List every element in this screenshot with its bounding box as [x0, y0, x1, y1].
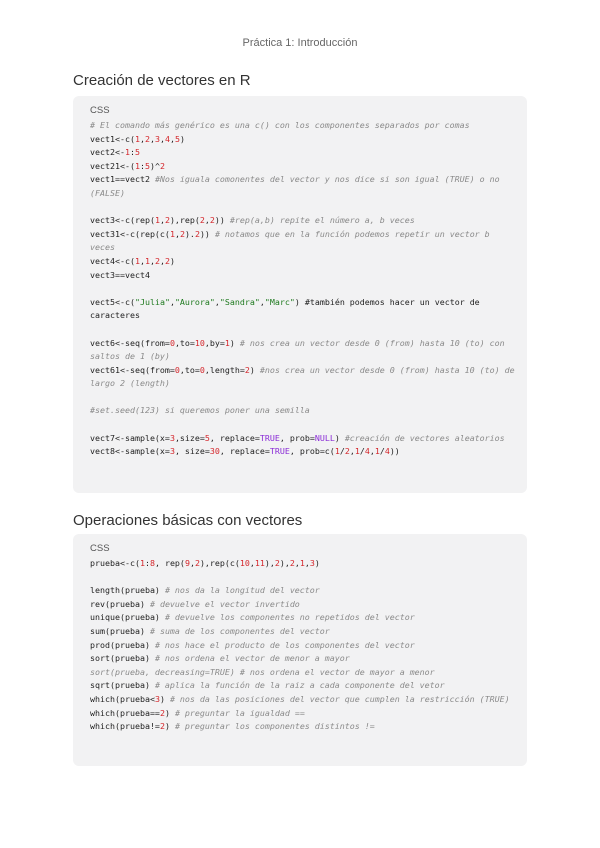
section-title-creacion-vectores: Creación de vectores en R — [73, 72, 251, 89]
code-token: ) — [164, 721, 175, 732]
code-token: vect4<-c( — [90, 255, 135, 266]
code-line — [90, 228, 515, 255]
code-token: which(prueba== — [90, 707, 160, 718]
code-token: 3 — [169, 446, 175, 457]
code-token: 2 — [194, 228, 200, 239]
code-token: 1 — [224, 337, 230, 348]
code-line — [90, 214, 515, 228]
code-line — [90, 557, 515, 571]
code-block-creacion-vectores[interactable] — [73, 96, 527, 493]
code-language-label: CSS — [90, 543, 110, 554]
code-token: # El comando más genérico es una c() con los componentes separados por comas — [90, 120, 470, 130]
code-token: vect1<-c( — [90, 133, 135, 144]
code-token: ) — [169, 255, 175, 266]
code-token: , — [204, 215, 210, 226]
code-token: 1 — [144, 255, 150, 266]
code-token: ,length= — [204, 364, 245, 375]
code-token: # preguntar los componentes distintos != — [174, 721, 375, 732]
code-token: 2 — [154, 255, 160, 266]
code-token: 10 — [194, 337, 205, 348]
code-token: # nos da las posiciones del vector que cumplen la restricción (TRUE) — [169, 693, 510, 704]
code-token: ) — [159, 693, 170, 704]
code-token: TRUE — [269, 446, 290, 457]
code-token: 2 — [209, 215, 215, 226]
code-token: ,to= — [174, 337, 195, 348]
code-token: 1 — [134, 160, 140, 171]
code-token: sqrt(prueba) — [90, 680, 155, 691]
code-line — [90, 133, 515, 147]
code-line — [90, 666, 515, 680]
code-line — [90, 445, 515, 459]
code-token: )) — [199, 228, 215, 239]
code-token: , — [369, 446, 375, 457]
code-token: ) #también podemos hacer un vector de caracteres — [90, 296, 485, 321]
code-token: # notamos que en la función podemos repetir un vector b veces — [90, 228, 495, 253]
code-token: 5 — [174, 133, 180, 144]
code-token: vect61<-seq(from= — [90, 364, 175, 375]
code-token: , — [304, 558, 310, 568]
code-token: 3 — [154, 133, 160, 144]
code-line — [90, 337, 515, 364]
code-token: , — [169, 133, 175, 144]
code-token: 1 — [169, 228, 175, 239]
code-line — [90, 598, 515, 612]
code-line — [90, 707, 515, 721]
code-token: ) — [229, 337, 240, 348]
code-line — [90, 679, 515, 693]
code-token: , — [169, 296, 175, 307]
code-line — [90, 639, 515, 653]
code-line — [90, 432, 515, 446]
code-token: "Aurora" — [174, 296, 215, 307]
code-token: "Sandra" — [219, 296, 260, 307]
code-token: 4 — [364, 446, 370, 457]
code-token: 30 — [209, 446, 220, 457]
code-token: # nos hace el producto de los componentes del vector — [154, 639, 415, 650]
code-token: 3 — [309, 558, 315, 568]
code-token: 2 — [199, 215, 205, 226]
code-line — [90, 146, 515, 160]
code-token: "Julia" — [134, 296, 170, 307]
code-token: 2 — [164, 255, 170, 266]
code-token: 2 — [159, 160, 165, 171]
code-line — [90, 364, 520, 391]
code-token: ,to= — [179, 364, 200, 375]
code-token: 1 — [124, 147, 130, 158]
code-token: , — [159, 255, 165, 266]
code-token: 2 — [244, 364, 250, 375]
code-token: 0 — [199, 364, 205, 375]
code-token: 2 — [144, 133, 150, 144]
code-token: "Marc" — [264, 296, 295, 307]
code-token: / — [339, 446, 345, 457]
section-title-operaciones-basicas: Operaciones básicas con vectores — [73, 512, 303, 529]
code-token: 1 — [134, 255, 140, 266]
code-token: , size= — [174, 446, 210, 457]
code-line — [90, 296, 515, 323]
code-token: vect21<-( — [90, 160, 135, 171]
code-token: ,by= — [204, 337, 225, 348]
code-token: )^ — [149, 160, 160, 171]
code-token: ),rep(c( — [199, 558, 240, 568]
page-header: Práctica 1: Introducción — [242, 37, 358, 49]
code-token: 10 — [239, 558, 250, 568]
code-token: 2 — [179, 228, 185, 239]
code-token: 5 — [144, 160, 150, 171]
code-token: 5 — [204, 432, 210, 443]
code-token: which(prueba!= — [90, 721, 160, 732]
code-token: vect2<- — [90, 147, 125, 158]
code-token: , — [259, 296, 265, 307]
code-token: 2 — [159, 707, 165, 718]
code-token: , — [139, 133, 145, 144]
code-line — [90, 625, 515, 639]
code-token: vect3==vect4 — [90, 269, 150, 280]
code-content[interactable] — [90, 119, 520, 459]
code-token: 2 — [274, 558, 280, 568]
code-line — [90, 269, 515, 283]
code-token: # devuelve el vector invertido — [149, 598, 300, 609]
code-token: 1 — [134, 133, 140, 144]
code-token: vect6<-seq(from= — [90, 337, 170, 348]
code-token: , — [139, 255, 145, 266]
code-token: 1 — [299, 558, 305, 568]
code-token: vect8<-sample(x= — [90, 446, 170, 457]
code-token: )) — [389, 446, 400, 457]
code-token: TRUE — [259, 432, 280, 443]
code-token: length(prueba) — [90, 585, 165, 596]
code-token: , — [249, 558, 255, 568]
code-line — [90, 652, 515, 666]
code-token: , — [159, 133, 165, 144]
code-token: unique(prueba) — [90, 612, 165, 623]
code-token: 0 — [174, 364, 180, 375]
code-token: , prob=c( — [289, 446, 335, 457]
code-token: sort(prueba, decreasing=TRUE) # nos ordena el vector de mayor a menor — [90, 666, 435, 677]
code-token: , — [149, 255, 155, 266]
code-line — [90, 119, 515, 133]
code-token: 1 — [334, 446, 340, 457]
code-token: prueba<-c( — [90, 558, 140, 568]
code-token: 1 — [154, 215, 160, 226]
code-line — [90, 173, 515, 200]
code-token: 1 — [354, 446, 360, 457]
code-token: 0 — [169, 337, 175, 348]
code-token: / — [359, 446, 365, 457]
code-token: , prob= — [279, 432, 315, 443]
code-token: , rep( — [154, 558, 185, 568]
code-token: : — [139, 160, 145, 171]
code-token: 5 — [134, 147, 140, 158]
code-token: vect7<-sample(x= — [90, 432, 170, 443]
code-token: 4 — [164, 133, 170, 144]
code-token: ,size= — [174, 432, 205, 443]
code-token: rev(prueba) — [90, 598, 150, 609]
code-token: / — [379, 446, 385, 457]
code-token: NULL — [314, 432, 335, 443]
code-line — [90, 584, 515, 598]
code-line — [90, 201, 515, 215]
code-token: ) — [179, 133, 185, 144]
code-token: prod(prueba) — [90, 639, 155, 650]
code-token: 2 — [159, 721, 165, 732]
code-token: 1 — [374, 446, 380, 457]
code-token: 11 — [254, 558, 265, 568]
code-token: which(prueba< — [90, 693, 155, 704]
code-token: # aplica la función de la raiz a cada componente del vetor — [154, 680, 445, 691]
code-token: 3 — [169, 432, 175, 443]
code-token: , — [174, 228, 180, 239]
code-content[interactable] — [90, 557, 515, 734]
code-token: 2 — [344, 446, 350, 457]
code-line — [90, 323, 515, 337]
code-line — [90, 255, 515, 269]
code-token: sort(prueba) — [90, 653, 155, 664]
code-token: ). — [184, 228, 195, 239]
code-line — [90, 404, 515, 418]
code-token: 2 — [289, 558, 295, 568]
code-token: , — [149, 133, 155, 144]
code-token: ),rep( — [169, 215, 200, 226]
code-token: #nos crea un vector desde 0 (from) hasta 10 (to) de largo 2 (length) — [90, 364, 520, 389]
code-token: ), — [264, 558, 275, 568]
code-token: vect5<-c( — [90, 296, 135, 307]
code-language-label: CSS — [90, 105, 110, 116]
code-token: : — [129, 147, 135, 158]
code-line — [90, 418, 515, 432]
code-token: # nos ordena el vector de menor a mayor — [154, 653, 350, 664]
code-token: vect31<-c(rep(c( — [90, 228, 170, 239]
code-token: #Nos iguala comonentes del vector y nos dice si son igual (TRUE) o no (FALSE) — [90, 174, 505, 198]
code-token: , replace= — [209, 432, 260, 443]
code-block-operaciones-basicas[interactable] — [73, 534, 527, 766]
code-token: , — [189, 558, 195, 568]
code-line — [90, 611, 515, 625]
code-token: 9 — [184, 558, 190, 568]
code-token: ) — [314, 558, 320, 568]
code-token: , — [159, 215, 165, 226]
code-line — [90, 391, 515, 405]
code-token: ) — [334, 432, 345, 443]
code-token: 8 — [149, 558, 155, 568]
code-line — [90, 720, 515, 734]
code-line — [90, 282, 515, 296]
code-token: sum(prueba) — [90, 625, 150, 636]
code-token: # nos crea un vector desde 0 (from) hasta 10 (to) con saltos de 1 (by) — [90, 337, 510, 362]
code-line — [90, 571, 515, 585]
code-line — [90, 160, 515, 174]
code-token: #rep(a,b) repite el número a, b veces — [229, 215, 415, 226]
code-token: 2 — [164, 215, 170, 226]
code-token: ), — [279, 558, 290, 568]
code-token: # devuelve los componentes no repetidos del vector — [164, 612, 415, 623]
code-token: vect1==vect2 — [90, 174, 155, 185]
code-token: vect3<-c(rep( — [90, 215, 155, 226]
code-token: 2 — [194, 558, 200, 568]
code-token: ) — [164, 707, 175, 718]
code-line — [90, 693, 515, 707]
code-token: # nos da la longitud del vector — [164, 585, 320, 596]
code-token: , — [349, 446, 355, 457]
code-token: , — [294, 558, 300, 568]
code-token: 1 — [139, 558, 145, 568]
code-token: # preguntar la igualdad == — [174, 707, 305, 718]
code-token: #set.seed(123) si queremos poner una semilla — [90, 405, 310, 416]
code-token: ) — [249, 364, 260, 375]
code-token: 3 — [154, 693, 160, 704]
code-token: : — [144, 558, 150, 568]
code-token: , replace= — [219, 446, 270, 457]
code-token: #creación de vectores aleatorios — [344, 432, 505, 443]
code-token: , — [214, 296, 220, 307]
code-token: )) — [214, 215, 230, 226]
code-token: 4 — [384, 446, 390, 457]
code-token: # suma de los componentes del vector — [149, 625, 330, 636]
